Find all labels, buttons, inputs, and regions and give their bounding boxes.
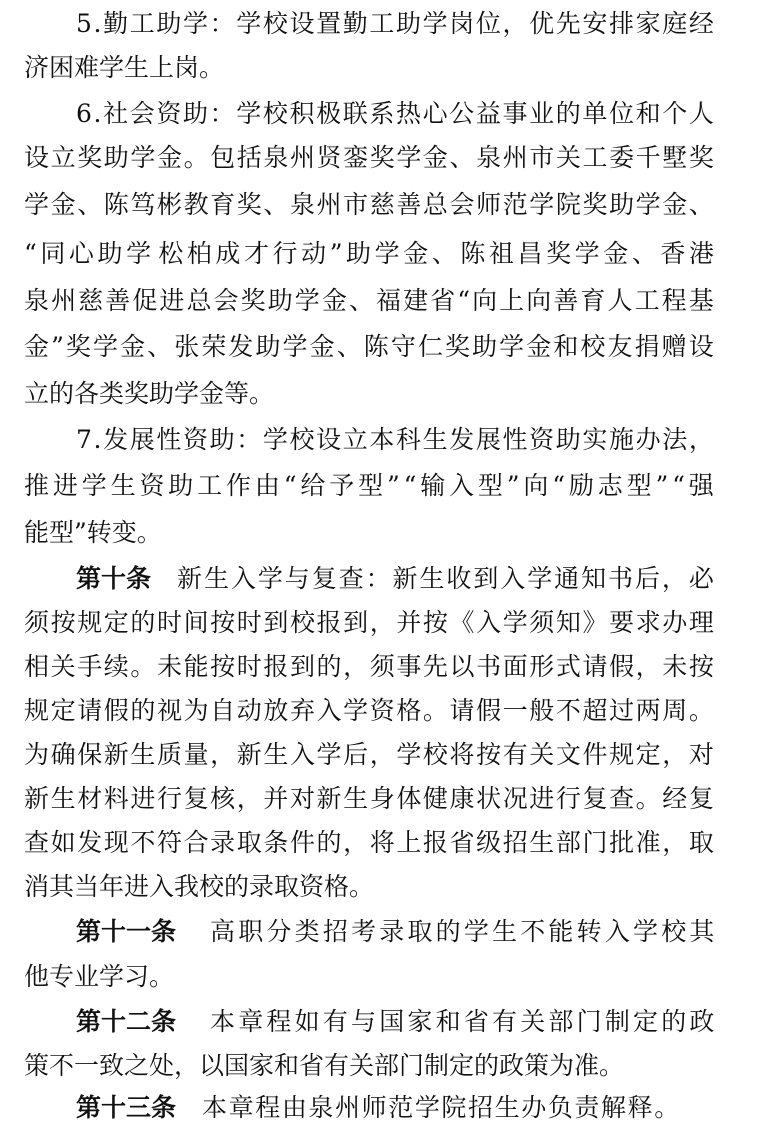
text-line: 规 定 请 假 的 视 为 自 动 放 弃 入 学 资 格 。 请 假 一 般 不 超 过 两 周 。 bbox=[24, 696, 714, 725]
text-line: 新 生 入 学 与 复 查 ： 新 生 收 到 入 学 通 知 书 后 ， 必 bbox=[177, 564, 714, 593]
text-line: 消其当年进入我校的录取资格。 bbox=[24, 872, 375, 901]
text-line: 泉 州 慈 善 促 进 总 会 奖 助 学 金 、 福 建 省 “ 向 上 向 善 育 人 工 程 基 bbox=[24, 286, 714, 315]
text-line: 金 ” 奖 学 金 、 张 荣 发 助 学 金 、 陈 守 仁 奖 助 学 金 和 校 友 捐 赠 设 bbox=[24, 332, 714, 361]
text-line: 学 金 、 陈 笃 彬 教 育 奖 、 泉 州 市 慈 善 总 会 师 范 学 院 奖 助 学 金 、 bbox=[24, 190, 714, 219]
text-line: 7 . 发 展 性 资 助 ： 学 校 设 立 本 科 生 发 展 性 资 助 实 施 办 法 ， bbox=[76, 425, 714, 454]
article-heading: 第十三条 bbox=[76, 1093, 177, 1122]
text-line: “ 同 心 助 学 松 柏 成 才 行 动 ” 助 学 金 、 陈 祖 昌 奖 学 金 、 香 港 bbox=[24, 239, 714, 268]
text-line: 策不一致之处，以国家和省有关部门制定的政策为准。 bbox=[24, 1051, 625, 1080]
text-line: 推 进 学 生 资 助 工 作 由 “ 给 予 型 ” “ 输 入 型 ” 向 “ 励 志 型 ” “ 强 bbox=[24, 471, 714, 500]
text-line: 为 确 保 新 生 质 量 ， 新 生 入 学 后 ， 学 校 将 按 有 关 文 件 规 定 ， 对 bbox=[24, 740, 714, 769]
text-line: 高职分类招考录取的学生不能转入学校其 bbox=[210, 917, 718, 946]
article-heading: 第十二条 bbox=[76, 1007, 177, 1036]
text-line: 设 立 奖 助 学 金 。 包 括 泉 州 贤 銮 奖 学 金 、 泉 州 市 关 工 委 千 墅 奖 bbox=[24, 143, 714, 172]
text-line: 5 . 勤 工 助 学 ： 学 校 设 置 勤 工 助 学 岗 位 ， 优 先 安 排 家 庭 经 bbox=[76, 9, 714, 38]
article-13-first-line bbox=[76, 1086, 714, 1130]
text-line: 须 按 规 定 的 时 间 按 时 到 校 报 到 ， 并 按 《 入 学 须 知 》 要 求 办 理 bbox=[24, 608, 714, 637]
text-line: 相 关 手 续 。 未 能 按 时 报 到 的 ， 须 事 先 以 书 面 形 式 请 假 ， 未 按 bbox=[24, 652, 714, 681]
text-line: 能型”转变。 bbox=[24, 518, 162, 547]
text-line: 济困难学生上岗。 bbox=[24, 53, 225, 82]
article-10-first-line bbox=[76, 557, 714, 601]
text-line: 立的各类奖助学金等。 bbox=[24, 379, 275, 408]
text-line: 6 . 社 会 资 助 ： 学 校 积 极 联 系 热 心 公 益 事 业 的 单 位 和 个 人 bbox=[76, 99, 714, 128]
text-line: 本章程如有与国家和省有关部门制定的政 bbox=[210, 1007, 718, 1036]
article-12-first-line bbox=[76, 1000, 718, 1044]
text-line: 本章程由泉州师范学院招生办负责解释。 bbox=[202, 1093, 681, 1122]
text-line: 新 生 材 料 进 行 复 核 ， 并 对 新 生 身 体 健 康 状 况 进 行 复 查 。 经 复 bbox=[24, 784, 714, 813]
text-line: 查 如 发 现 不 符 合 录 取 条 件 的 ， 将 上 报 省 级 招 生 部 门 批 准 ， 取 bbox=[24, 828, 714, 857]
article-heading: 第十条 bbox=[76, 564, 152, 593]
text-line: 他专业学习。 bbox=[24, 962, 175, 991]
article-11-first-line bbox=[76, 910, 718, 954]
article-heading: 第十一条 bbox=[76, 917, 177, 946]
